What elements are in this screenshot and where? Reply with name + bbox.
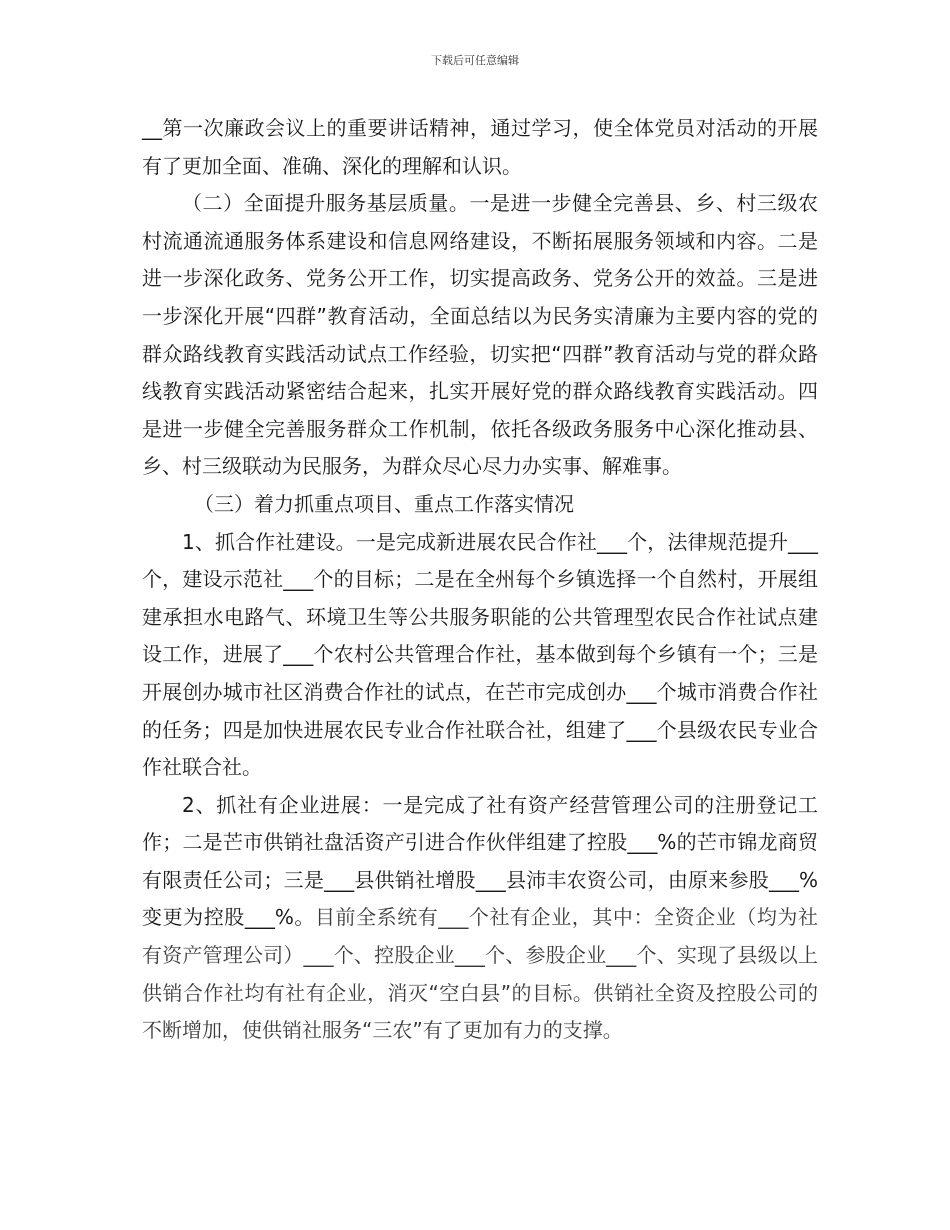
enterprise-summary-text: 目前全系统有___个社有企业，其中：全资企业（均为社有资产管理公司）___个、控股企业___个、参股企业___个、实现了县级以上供销合作社均有社有企业，消灭“空白县”的目标。供销社全资及控股公司的不断增加，使供销社服务“三农”有了更加有力的支撑。 [142,905,818,1043]
paragraph-continuation: __第一次廉政会议上的重要讲话精神，通过学习，使全体党员对活动的开展有了更加全面、准确、深化的理解和认识。 [142,116,818,178]
section-heading-three: （三）着力抓重点项目、重点工作落实情况 [194,491,574,516]
paragraph-cooperative-building: 1、抓合作社建设。一是完成新进展农民合作社___个，法律规范提升___个，建设示范社___个的目标；二是在全州每个乡镇选择一个自然村，开展组建承担水电路气、环境卫生等公共服务职能的公共管理型农民合作社试点建设工作，进展了___个农村公共管理合作社，基本做到每个乡镇有一个；三是开展创办城市社区消费合作社的试点，在芒市完成创办___个城市消费合作社的任务；四是加快进展农民专业合作社联合社，组建了___个县级农民专业合作社联合社。 [142,529,818,780]
enterprise-development-text: 2、抓社有企业进展：一是完成了社有资产经营管理公司的注册登记工作；二是芒市供销社盘活资产引进合作伙伴组建了控股___%的芒市锦龙商贸有限责任公司；三是___县供销社增股___县沛丰农资公司，由原来参股___%变更为控股___%。 [142,792,818,930]
document-body [142,110,818,1050]
paragraph-section-two: （二）全面提升服务基层质量。一是进一步健全完善县、乡、村三级农村流通流通服务体系建设和信息网络建设，不断拓展服务领域和内容。二是进一步深化政务、党务公开工作，切实提高政务、党务公开的效益。三是进一步深化开展“四群”教育活动，全面总结以为民务实清廉为主要内容的党的群众路线教育实践活动试点工作经验，切实把“四群”教育活动与党的群众路线教育实践活动紧密结合起来，扎实开展好党的群众路线教育实践活动。四是进一步健全完善服务群众工作机制，依托各级政务服务中心深化推动县、乡、村三级联动为民服务，为群众尽心尽力办实事、解难事。 [142,191,818,479]
paragraph-enterprise-development [142,787,818,1050]
page-header: 下载后可任意编辑 [431,54,519,67]
